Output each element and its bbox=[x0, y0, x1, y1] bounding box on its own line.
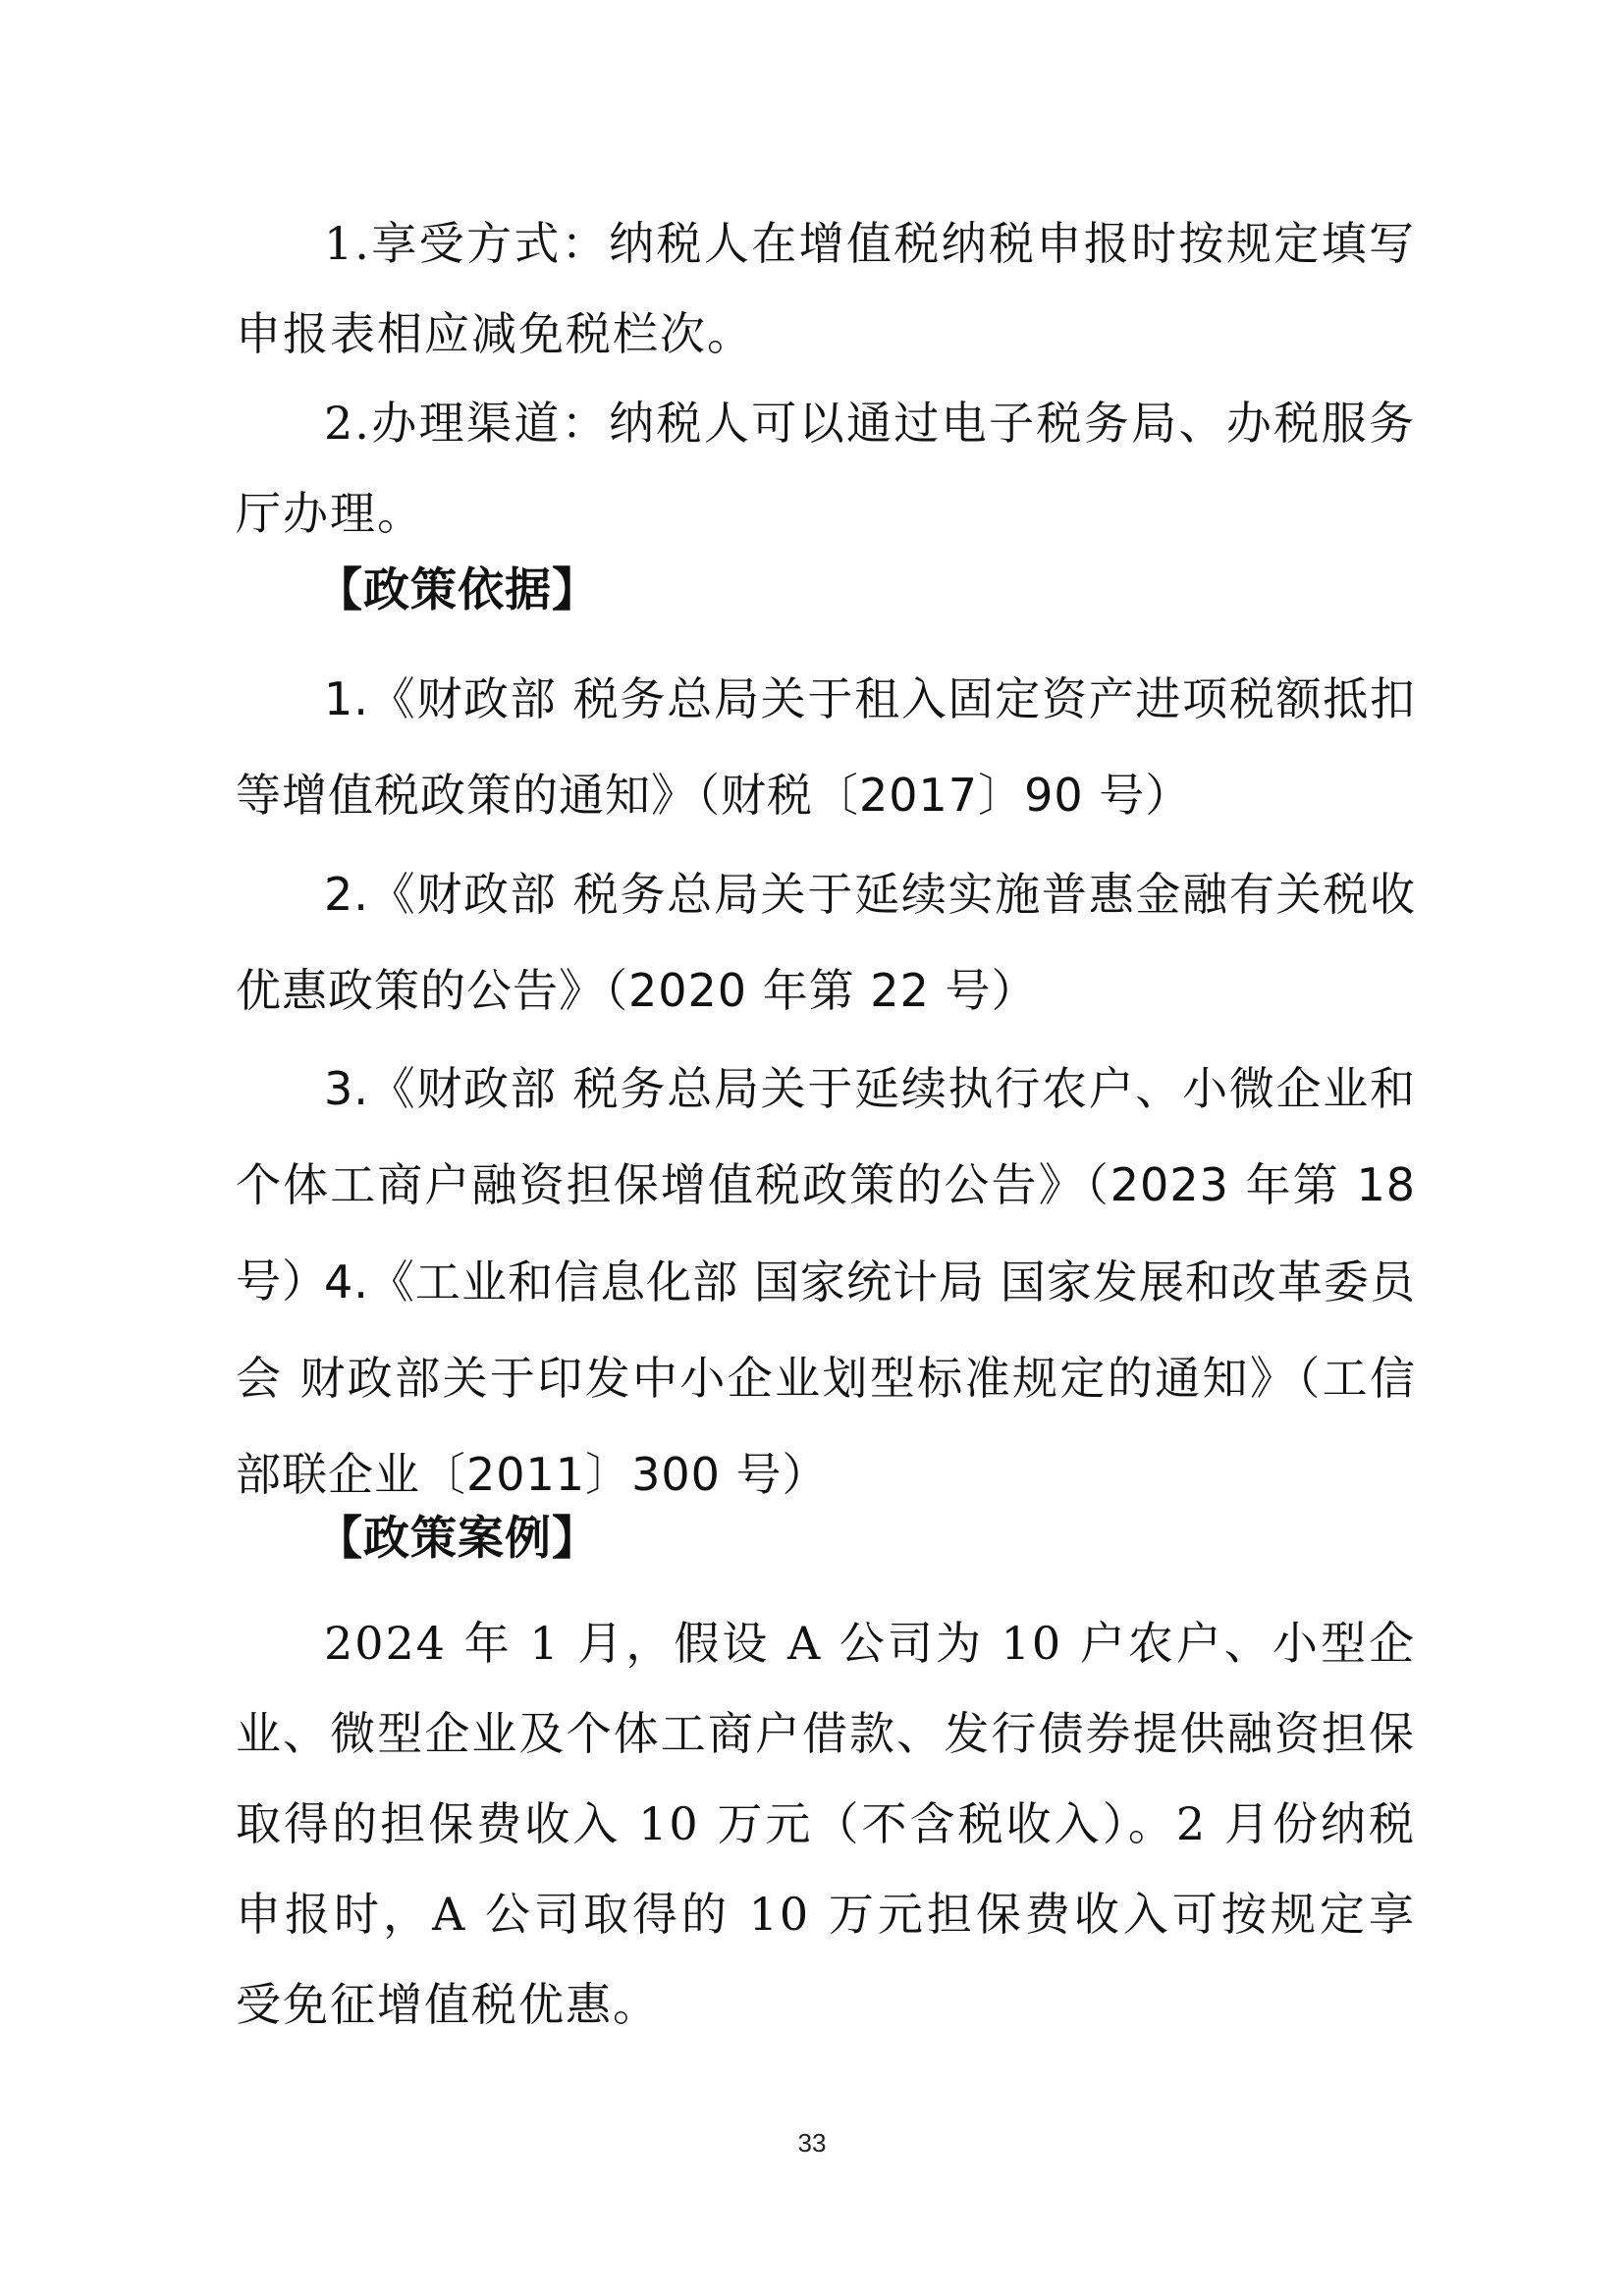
paragraph-enjoy-method: 1.享受方式：纳税人在增值税纳税申报时按规定填写申报表相应减免税栏次。 bbox=[236, 217, 1416, 360]
policy-case-heading: 【政策案例】 bbox=[316, 1512, 599, 1566]
policy-basis-heading: 【政策依据】 bbox=[316, 563, 599, 617]
policy-case-paragraph: 2024 年 1 月，假设 A 公司为 10 户农户、小型企业、微型企业及个体工商户借款、发行债券提供融资担保取得的担保费收入 10 万元（不含税收入）。2 月份纳税申报时，A 公司取得的 10 万元担保费收入可按规定享受免征增值税优惠。 bbox=[236, 1617, 1416, 2031]
policy-basis-item-1: 1.《财政部 税务总局关于租入固定资产进项税额抵扣等增值税政策的通知》（财税〔2017〕90 号） bbox=[236, 672, 1416, 822]
paragraph-handling-channel: 2.办理渠道：纳税人可以通过电子税务局、办税服务厅办理。 bbox=[236, 397, 1416, 540]
policy-basis-item-4: 4.《工业和信息化部 国家统计局 国家发展和改革委员会 财政部关于印发中小企业划型标准规定的通知》（工信部联企业〔2011〕300 号） bbox=[236, 1255, 1416, 1501]
page-number: 33 bbox=[797, 2128, 827, 2158]
policy-basis-item-3: 3.《财政部 税务总局关于延续执行农户、小微企业和个体工商户融资担保增值税政策的公告》（2023 年第 18 号） bbox=[236, 1062, 1416, 1308]
policy-basis-item-2: 2.《财政部 税务总局关于延续实施普惠金融有关税收优惠政策的公告》（2020 年第 22 号） bbox=[236, 868, 1416, 1017]
